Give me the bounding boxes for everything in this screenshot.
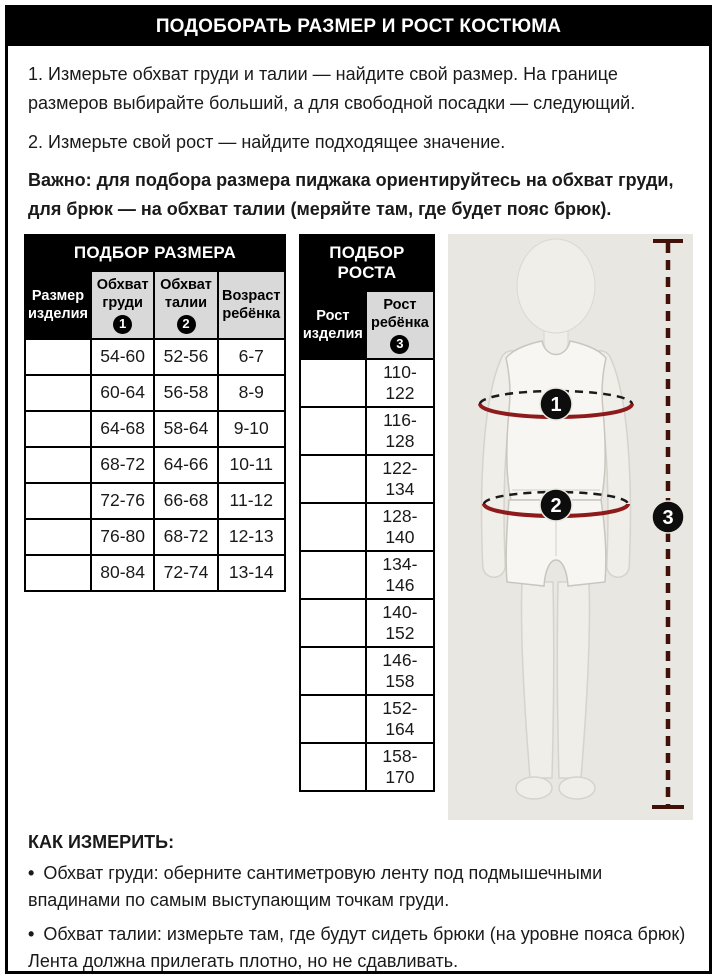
size-table-row — [25, 375, 285, 411]
size-table-cell: 11-12 — [218, 483, 285, 519]
size-table-title: ПОДБОР РАЗМЕРА — [25, 235, 285, 271]
mannequin-figure — [448, 234, 693, 820]
size-table-row — [25, 519, 285, 555]
bullet-glyph: • — [28, 862, 35, 883]
height-table-row-header: 134 — [300, 503, 366, 551]
height-table-cell: 110-122 — [366, 359, 434, 407]
size-table-cell: 60-64 — [91, 375, 154, 411]
bullet-glyph: • — [28, 923, 35, 944]
how-to-measure-bullets — [24, 860, 693, 974]
size-table-cell: 80-84 — [91, 555, 154, 591]
size-table-cell: 13-14 — [218, 555, 285, 591]
height-table-row-header: 146 — [300, 599, 366, 647]
marker-badge-1: 1 — [113, 315, 132, 334]
height-table-row — [300, 359, 434, 407]
height-table-colhead-0 — [300, 291, 366, 359]
size-table-colhead-0 — [25, 271, 91, 339]
size-table-cell: 52-56 — [154, 339, 217, 375]
size-table-cell: 8-9 — [218, 375, 285, 411]
height-table-row — [300, 599, 434, 647]
size-table-cell: 58-64 — [154, 411, 217, 447]
height-table-row-header: 140 — [300, 551, 366, 599]
chest-marker — [540, 388, 572, 420]
height-selection-table — [299, 234, 435, 792]
height-table-row-header: 116 — [300, 359, 366, 407]
size-table-row-header: 30 — [25, 339, 91, 375]
size-table-cell: 10-11 — [218, 447, 285, 483]
height-table-row-header: 122 — [300, 407, 366, 455]
waist-marker-number: 2 — [550, 494, 562, 517]
height-table-cell: 146-158 — [366, 647, 434, 695]
size-table-cell: 54-60 — [91, 339, 154, 375]
infographic-page — [5, 5, 712, 974]
height-table-row — [300, 407, 434, 455]
height-table-row-header: 128 — [300, 455, 366, 503]
height-table-cell: 158-170 — [366, 743, 434, 791]
waist-marker — [540, 489, 572, 521]
size-table-cell: 56-58 — [154, 375, 217, 411]
size-table-colhead-3 — [218, 271, 285, 339]
height-table-colhead-label: Рост ребёнка — [371, 297, 429, 332]
size-table-colhead-label: Возраст ребёнка — [222, 287, 281, 322]
height-table-row-header: 152 — [300, 647, 366, 695]
page-title: ПОДОБОРАТЬ РАЗМЕР И РОСТ КОСТЮМА — [8, 8, 709, 46]
tables-and-figure-row — [24, 234, 693, 820]
size-table-row-header: 42 — [25, 555, 91, 591]
size-table-row-header: 40 — [25, 519, 91, 555]
size-table-cell: 9-10 — [218, 411, 285, 447]
how-to-bullet-2: • Обхват талии: измерьте там, где будут сидеть брюки (на уровне пояса брюк) Лента должна прилегать плотно, но не сдавливать. — [28, 923, 686, 971]
size-selection-table — [24, 234, 286, 592]
height-table-title: ПОДБОР РОСТА — [300, 235, 434, 291]
height-table-row — [300, 695, 434, 743]
height-table-cell: 134-146 — [366, 551, 434, 599]
size-table-row — [25, 339, 285, 375]
height-table-cell: 152-164 — [366, 695, 434, 743]
marker-badge-2: 2 — [177, 315, 196, 334]
size-table-cell: 66-68 — [154, 483, 217, 519]
size-table-cell: 76-80 — [91, 519, 154, 555]
size-table-cell: 72-74 — [154, 555, 217, 591]
size-table-row — [25, 447, 285, 483]
size-table-cell: 12-13 — [218, 519, 285, 555]
size-table-row — [25, 483, 285, 519]
size-table-cell: 64-66 — [154, 447, 217, 483]
height-table-cell: 116-128 — [366, 407, 434, 455]
how-to-bullet-1: • Обхват груди: оберните сантиметровую ленту под подмышечными впадинами по самым выступающим точкам груди. — [28, 862, 603, 910]
height-table-row-header: 158 — [300, 695, 366, 743]
intro-step-2: 2. Измерьте свой рост — найдите подходящее значение. — [28, 131, 506, 152]
height-table-colhead-1 — [366, 291, 434, 359]
height-table-row — [300, 503, 434, 551]
how-to-measure-section — [24, 832, 693, 974]
chest-marker-number: 1 — [550, 393, 562, 416]
content-area — [8, 46, 709, 974]
height-table-cell: 122-134 — [366, 455, 434, 503]
size-table-cell: 68-72 — [91, 447, 154, 483]
size-table-row-header: 38 — [25, 483, 91, 519]
size-table-colhead-label: Обхват груди — [96, 277, 149, 312]
height-table-row — [300, 455, 434, 503]
size-table-cell: 68-72 — [154, 519, 217, 555]
how-to-measure-title: КАК ИЗМЕРИТЬ: — [28, 831, 175, 852]
height-table-row-header: 164 — [300, 743, 366, 791]
size-table-colhead-label: Обхват талии — [160, 277, 212, 312]
size-table-colhead-label: Размер изделия — [28, 287, 88, 322]
height-table-cell: 140-152 — [366, 599, 434, 647]
height-table-row — [300, 551, 434, 599]
height-marker — [652, 501, 684, 533]
size-table-row-header: 36 — [25, 447, 91, 483]
marker-badge-3: 3 — [390, 335, 409, 354]
size-table-cell: 64-68 — [91, 411, 154, 447]
height-table-row — [300, 743, 434, 791]
height-table-row — [300, 647, 434, 695]
intro-step-1: 1. Измерьте обхват груди и талии — найдите свой размер. На границе размеров выбирайте больший, а для свободной посадки — следующий. — [28, 64, 636, 113]
intro-important-note: Важно: для подбора размера пиджака ориентируйтесь на обхват груди, для брюк — на обхват талии (меряйте там, где будет пояс брюк). — [28, 170, 674, 220]
size-table-row — [25, 555, 285, 591]
size-table-colhead-2 — [154, 271, 217, 339]
size-table-colhead-1 — [91, 271, 154, 339]
height-table-cell: 128-140 — [366, 503, 434, 551]
size-table-row-header: 32 — [25, 375, 91, 411]
height-marker-number: 3 — [662, 506, 674, 529]
height-table-colhead-label: Рост изделия — [302, 307, 363, 342]
size-table-cell: 72-76 — [91, 483, 154, 519]
size-table-row-header: 34 — [25, 411, 91, 447]
size-table-row — [25, 411, 285, 447]
size-table-cell: 6-7 — [218, 339, 285, 375]
